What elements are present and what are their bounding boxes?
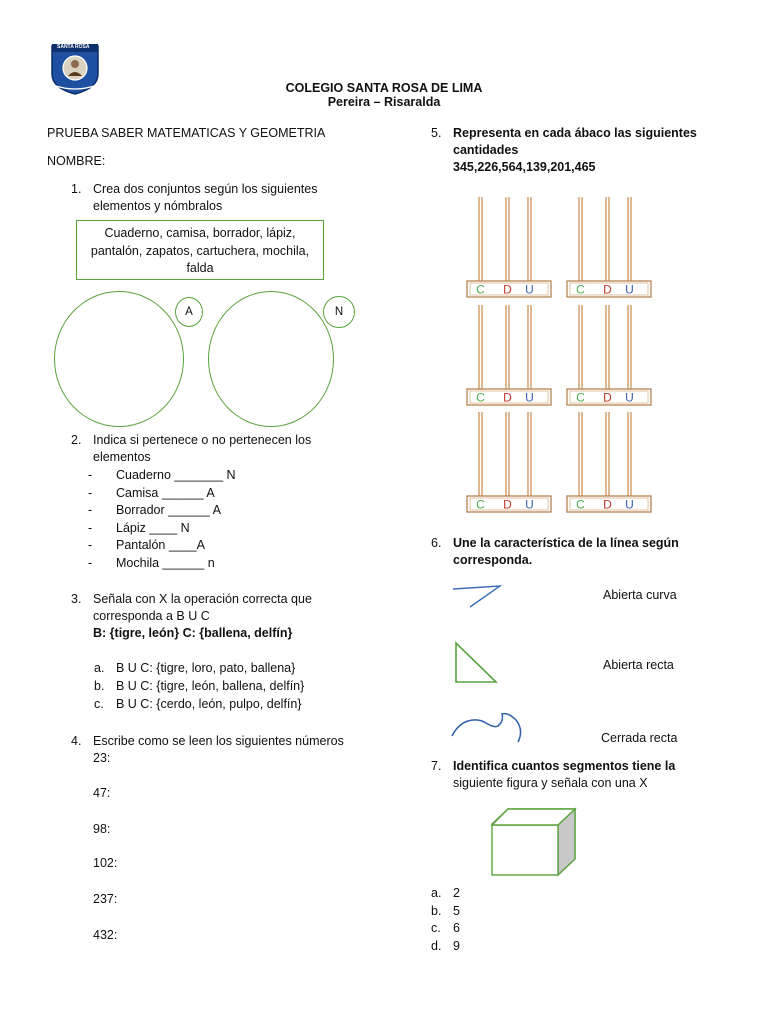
question-7-number: 7. <box>431 759 442 773</box>
question-4-text: Escribe como se leen los siguientes números <box>93 734 344 748</box>
abacus-label-d: D <box>503 282 512 297</box>
answer-open-straight[interactable]: Abierta recta <box>603 658 674 672</box>
list-item: Pantalón ____A <box>116 538 205 552</box>
question-2-line2: elementos <box>93 450 151 464</box>
set-n-circle[interactable] <box>208 291 334 427</box>
question-6-line2: corresponda. <box>453 553 533 567</box>
question-5-line2: cantidades <box>453 143 519 157</box>
abacus[interactable] <box>466 410 554 516</box>
question-7-line2: siguiente figura y señala con una X <box>453 776 648 790</box>
abacus-label-u: U <box>525 390 534 405</box>
elements-box <box>76 220 324 280</box>
abacus-label-d: D <box>503 390 512 405</box>
triangle-icon[interactable] <box>448 640 504 688</box>
open-curve-icon[interactable] <box>448 706 528 746</box>
list-item: Borrador ______ A <box>116 503 221 517</box>
number-item: 237: <box>93 892 118 906</box>
elements-line3: falda <box>186 261 214 275</box>
question-3 <box>71 591 312 642</box>
question-1-line1: Crea dos conjuntos según los siguientes <box>93 182 318 196</box>
option-c[interactable]: c. B U C: {cerdo, león, pulpo, delfín} <box>94 697 302 711</box>
question-6-line1: Une la característica de la línea según <box>453 536 679 550</box>
abacus-label-u: U <box>625 390 634 405</box>
abacus-label-d: D <box>503 497 512 512</box>
question-3-line2: corresponda a B U C <box>93 609 210 623</box>
abacus-label-c: C <box>476 390 485 405</box>
abacus-label-d: D <box>603 497 612 512</box>
school-city: Pereira – Risaralda <box>327 95 441 109</box>
question-5-values: 345,226,564,139,201,465 <box>453 160 596 174</box>
list-item: Mochila ______ n <box>116 555 215 570</box>
abacus-label-d: D <box>603 282 612 297</box>
question-7 <box>431 758 676 792</box>
question-5-line1: Representa en cada ábaco las siguientes <box>453 126 697 140</box>
question-2-number: 2. <box>71 433 82 447</box>
abacus[interactable] <box>566 410 654 516</box>
abacus-label-u: U <box>625 282 634 297</box>
question-5 <box>431 125 697 176</box>
list-item: Camisa ______ A <box>116 485 215 500</box>
abacus[interactable] <box>466 195 554 301</box>
question-2-line1: Indica si pertenece o no pertenecen los <box>93 433 312 447</box>
question-6-number: 6. <box>431 536 442 550</box>
question-6 <box>431 535 679 569</box>
number-item: 47: <box>93 786 111 800</box>
elements-line1: Cuaderno, camisa, borrador, lápiz, <box>104 226 296 240</box>
abacus-label-u: U <box>525 497 534 512</box>
question-1-number: 1. <box>71 182 82 196</box>
question-3-line1: Señala con X la operación correcta que <box>93 592 312 606</box>
question-3-sets: B: {tigre, león} C: {ballena, delfín} <box>93 626 293 640</box>
open-straight-line-icon[interactable] <box>448 580 508 610</box>
number-item: 432: <box>93 928 118 942</box>
question-7-line1: Identifica cuantos segmentos tiene la <box>453 759 676 773</box>
question-1 <box>71 181 318 215</box>
option-b[interactable]: b. 5 <box>431 903 460 918</box>
question-4 <box>71 733 344 750</box>
option-a[interactable]: a. B U C: {tigre, loro, pato, ballena} <box>94 661 296 675</box>
number-item: 98: <box>93 822 111 836</box>
number-item: 23: <box>93 751 111 765</box>
name-label: NOMBRE: <box>47 154 106 168</box>
abacus-label-c: C <box>576 497 585 512</box>
question-2 <box>71 432 312 466</box>
abacus-label-u: U <box>625 497 634 512</box>
option-b[interactable]: b. B U C: {tigre, león, ballena, delfín} <box>94 679 305 693</box>
abacus[interactable] <box>566 303 654 409</box>
set-n-label: N <box>323 296 355 328</box>
abacus-label-u: U <box>525 282 534 297</box>
list-item: Lápiz ____ N <box>116 520 190 535</box>
answer-closed-straight[interactable]: Cerrada recta <box>601 731 678 745</box>
list-item: Cuaderno _______ N <box>116 468 236 482</box>
option-a[interactable]: a. 2 <box>431 886 460 900</box>
option-c[interactable]: c. 6 <box>431 921 460 935</box>
abacus-label-c: C <box>476 282 485 297</box>
school-name: COLEGIO SANTA ROSA DE LIMA <box>285 81 483 95</box>
abacus-label-c: C <box>576 390 585 405</box>
number-item: 102: <box>93 856 118 870</box>
exam-title: PRUEBA SABER MATEMATICAS Y GEOMETRIA <box>47 126 326 140</box>
set-a-circle[interactable] <box>54 291 184 427</box>
set-a-label: A <box>175 297 203 327</box>
question-3-number: 3. <box>71 592 82 606</box>
question-5-number: 5. <box>431 126 442 140</box>
abacus-label-d: D <box>603 390 612 405</box>
elements-line2: pantalón, zapatos, cartuchera, mochila, <box>90 243 310 258</box>
abacus[interactable] <box>566 195 654 301</box>
cube-icon <box>486 806 580 878</box>
question-4-number: 4. <box>71 734 82 748</box>
option-d[interactable]: d. 9 <box>431 938 460 953</box>
crest-text: SANTA ROSA <box>57 44 90 50</box>
abacus[interactable] <box>466 303 554 409</box>
answer-open-curve[interactable]: Abierta curva <box>603 588 677 602</box>
abacus-label-c: C <box>476 497 485 512</box>
abacus-label-c: C <box>576 282 585 297</box>
question-1-line2: elementos y nómbralos <box>93 199 223 213</box>
